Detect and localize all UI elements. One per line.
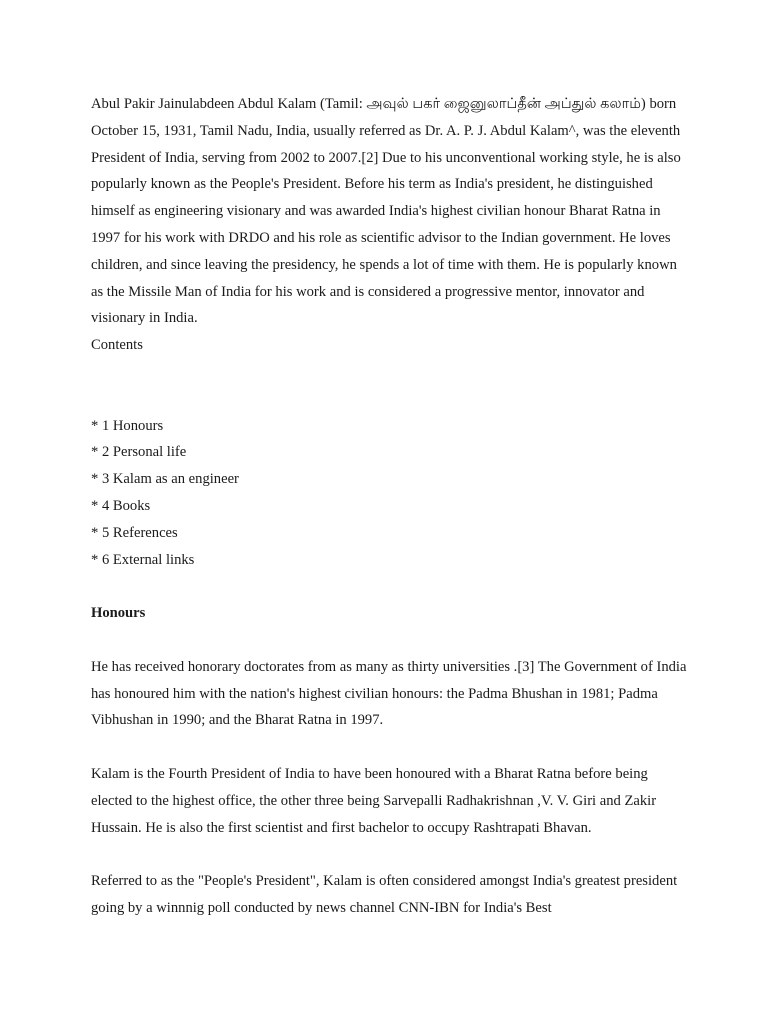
toc-item[interactable]: * 1 Honours (91, 417, 164, 434)
toc-item[interactable]: * 4 Books (91, 497, 151, 514)
toc-item[interactable]: * 6 External links (91, 551, 195, 568)
honours-heading: Honours (91, 605, 146, 622)
contents-label: Contents (91, 337, 143, 354)
honours-paragraph-2: Kalam is the Fourth President of India to have been honoured with a Bharat Ratna before being elected to the highest office, the other three being Sarvepalli Radhakrishnan ,V. V. Giri and Zakir Hussain. He is also the first scientist and first bachelor to occupy Rashtrapati Bhavan. (91, 765, 657, 836)
toc-item[interactable]: * 3 Kalam as an engineer (91, 471, 239, 488)
spacer (91, 627, 691, 654)
honours-paragraph-1: He has received honorary doctorates from as many as thirty universities .[3] The Government of India has honoured him with the nation's highest civilian honours: the Padma Bhushan in 1981; Padma Vibhushan in 1990; and the Bharat Ratna in 1997. (91, 658, 687, 729)
spacer (91, 573, 691, 600)
table-of-contents (91, 413, 691, 574)
toc-item[interactable]: * 2 Personal life (91, 444, 187, 461)
document-page (91, 91, 691, 922)
spacer (91, 359, 691, 413)
honours-paragraph-3: Referred to as the "People's President", Kalam is often considered amongst India's greatest president going by a winnnig poll conducted by news channel CNN-IBN for India's Best (91, 873, 678, 916)
intro-paragraph: Abul Pakir Jainulabdeen Abdul Kalam (Tamil: அவுல் பகர் ஜைனுலாப்தீன் அப்துல் கலாம்) born October 15, 1931, Tamil Nadu, India, usually referred as Dr. A. P. J. Abdul Kalam^, was the eleventh President of India, serving from 2002 to 2007.[2] Due to his unconventional working style, he is also popularly known as the People's President. Before his term as India's president, he distinguished himself as engineering visionary and was awarded India's highest civilian honour Bharat Ratna in 1997 for his work with DRDO and his role as scientific advisor to the Indian government. He loves children, and since leaving the presidency, he spends a lot of time with them. He is popularly known as the Missile Man of India for his work and is considered a progressive mentor, innovator and visionary in India. (91, 96, 681, 327)
spacer (91, 734, 691, 761)
spacer (91, 841, 691, 868)
toc-item[interactable]: * 5 References (91, 524, 178, 541)
